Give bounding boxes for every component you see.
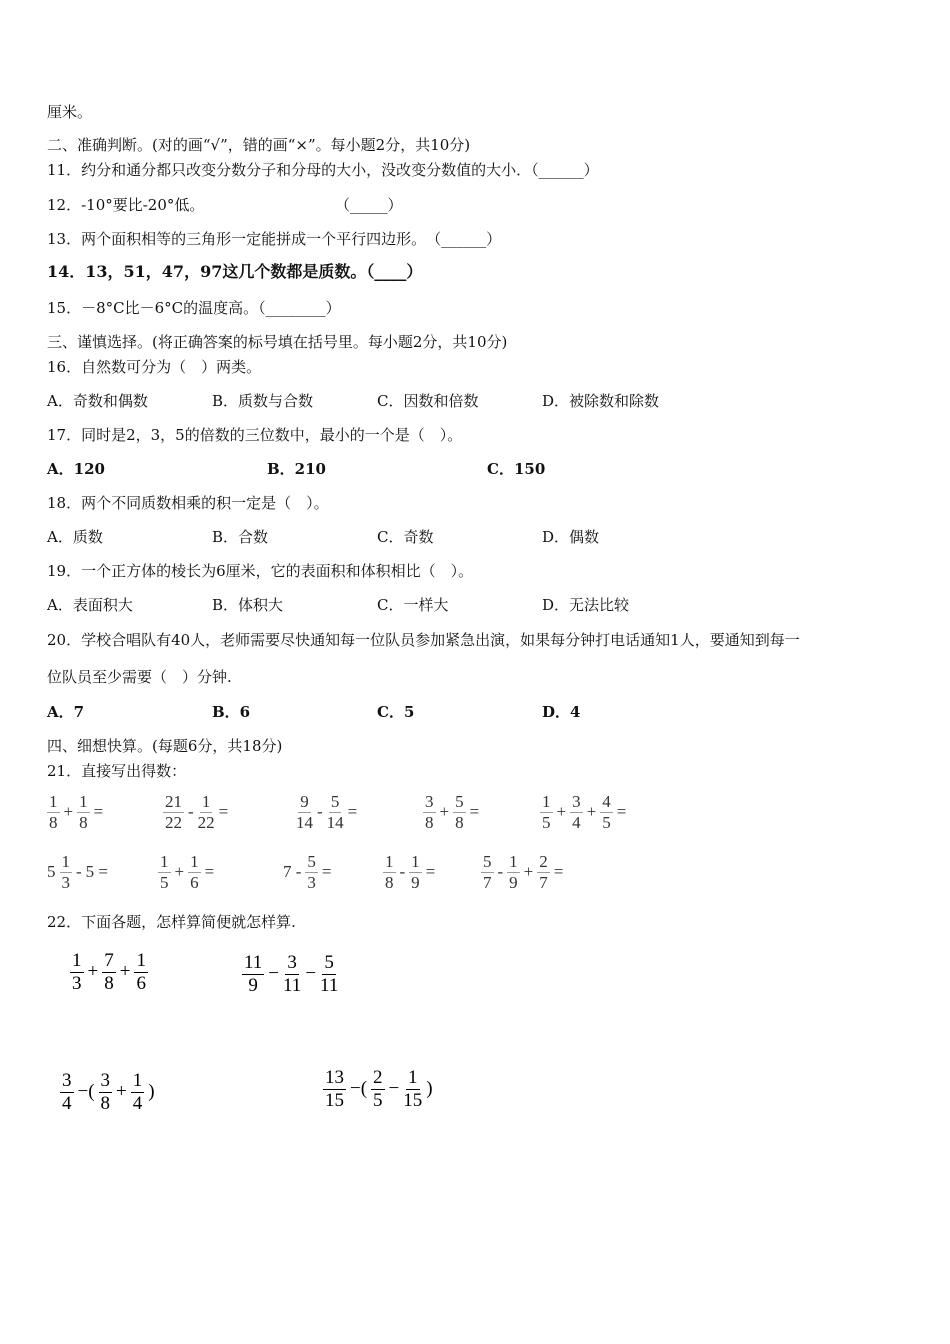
numerator: 3 xyxy=(62,1070,72,1091)
operator: + xyxy=(439,802,450,822)
q20-option-c: C．5 xyxy=(377,703,415,721)
fraction xyxy=(283,952,301,997)
denominator: 4 xyxy=(62,1092,72,1114)
denominator: 9 xyxy=(509,872,518,892)
q19-option-a: A．表面积大 xyxy=(47,596,133,614)
question-12-blank: （_____） xyxy=(335,196,403,214)
expression xyxy=(161,792,230,832)
section-4-heading: 四、细想快算。(每题6分，共18分) xyxy=(47,737,283,755)
expression xyxy=(156,852,216,892)
operator: + xyxy=(523,862,534,882)
denominator: 8 xyxy=(100,1092,111,1114)
question-20-line-1: 20．学校合唱队有40人，老师需要尽快通知每一位队员参加紧急出演，如果每分钟打电话通知1人，要通知到每一 xyxy=(47,631,800,649)
fraction xyxy=(198,792,215,832)
q16-option-b: B．质数与合数 xyxy=(212,392,314,410)
expression xyxy=(58,1070,157,1115)
operator: = xyxy=(616,802,627,822)
operator: −( xyxy=(350,1078,368,1100)
operator: + xyxy=(116,1081,127,1103)
numerator: 5 xyxy=(307,852,316,871)
fraction xyxy=(47,792,60,832)
denominator: 3 xyxy=(307,872,316,892)
expression xyxy=(240,952,340,997)
q18-option-c: C．奇数 xyxy=(377,528,434,546)
operator: = xyxy=(425,862,436,882)
numerator: 3 xyxy=(100,1070,111,1091)
operator: - xyxy=(497,862,504,882)
expression xyxy=(538,792,628,832)
fraction xyxy=(242,952,264,997)
denominator: 7 xyxy=(539,872,548,892)
operator: = xyxy=(321,862,332,882)
expression xyxy=(321,1067,435,1112)
q16-option-d: D．被除数和除数 xyxy=(542,392,660,410)
numerator: 1 xyxy=(542,792,551,811)
fraction xyxy=(163,792,184,832)
q16-option-a: A．奇数和偶数 xyxy=(47,392,148,410)
operator: ) xyxy=(426,1078,433,1100)
numerator: 1 xyxy=(79,792,88,811)
question-19: 19．一个正方体的棱长为6厘米，它的表面积和体积相比（ ）。 xyxy=(47,562,474,580)
denominator: 5 xyxy=(602,812,611,832)
q18-option-d: D．偶数 xyxy=(542,528,600,546)
expression xyxy=(479,852,565,892)
fraction xyxy=(383,852,396,892)
numerator: 5 xyxy=(483,852,492,871)
fraction xyxy=(60,1070,74,1115)
fraction xyxy=(134,950,148,995)
question-16: 16．自然数可分为（ ）两类。 xyxy=(47,358,262,376)
q17-option-c: C．150 xyxy=(487,460,546,478)
operator: = xyxy=(218,802,229,822)
expression xyxy=(45,792,105,832)
numerator: 3 xyxy=(287,952,297,973)
q17-option-b: B．210 xyxy=(267,460,326,478)
fraction xyxy=(537,852,550,892)
fraction xyxy=(453,792,466,832)
numerator: 5 xyxy=(324,952,334,973)
numerator: 2 xyxy=(373,1067,383,1088)
denominator: 14 xyxy=(326,812,344,832)
question-12: 12．-10°要比-20°低。 xyxy=(47,196,205,214)
expression xyxy=(381,852,437,892)
fraction xyxy=(320,952,338,997)
denominator: 4 xyxy=(572,812,581,832)
operator: + xyxy=(174,862,185,882)
fraction xyxy=(371,1067,385,1112)
question-11: 11．约分和通分都只改变分数分子和分母的大小，没改变分数值的大小．（______） xyxy=(47,161,599,179)
expression xyxy=(45,852,110,892)
denominator: 11 xyxy=(283,974,302,996)
numerator: 1 xyxy=(160,852,169,871)
question-18: 18．两个不同质数相乘的积一定是（ ）。 xyxy=(47,494,329,512)
operator: − xyxy=(388,1078,400,1100)
fraction xyxy=(409,852,422,892)
denominator: 5 xyxy=(160,872,169,892)
operator: − xyxy=(268,963,280,985)
denominator: 15 xyxy=(403,1089,423,1111)
denominator: 3 xyxy=(61,872,70,892)
operator: 5 = xyxy=(85,862,109,882)
numerator: 1 xyxy=(132,1070,143,1091)
operator: - xyxy=(76,862,82,882)
operator: + xyxy=(556,802,567,822)
operator: = xyxy=(347,802,358,822)
denominator: 8 xyxy=(425,812,434,832)
q19-option-d: D．无法比较 xyxy=(542,596,630,614)
section-3-heading: 三、谨慎选择。(将正确答案的标号填在括号里。每小题2分，共10分) xyxy=(47,333,508,351)
fraction xyxy=(403,1067,422,1112)
question-22: 22．下面各题，怎样算简便就怎样算. xyxy=(47,913,296,931)
denominator: 5 xyxy=(542,812,551,832)
numerator: 5 xyxy=(330,792,340,811)
numerator: 3 xyxy=(572,792,581,811)
fraction xyxy=(323,1067,346,1112)
fraction xyxy=(423,792,436,832)
fraction xyxy=(507,852,520,892)
numerator: 21 xyxy=(165,792,182,811)
continued-text: 厘米。 xyxy=(47,103,93,121)
expression xyxy=(294,792,359,832)
fraction xyxy=(540,792,553,832)
denominator: 22 xyxy=(165,812,182,832)
operator: - xyxy=(188,802,194,822)
operator: 7 - xyxy=(283,862,302,882)
question-20-line-2: 位队员至少需要（ ）分钟. xyxy=(47,668,232,686)
operator: 5 xyxy=(47,862,56,882)
denominator: 9 xyxy=(248,974,258,996)
numerator: 4 xyxy=(602,792,611,811)
numerator: 7 xyxy=(104,950,114,971)
fraction xyxy=(600,792,613,832)
question-17: 17．同时是2，3，5的倍数的三位数中，最小的一个是（ ）。 xyxy=(47,426,463,444)
operator: + xyxy=(63,802,74,822)
operator: = xyxy=(93,802,104,822)
operator: ) xyxy=(148,1081,155,1103)
denominator: 8 xyxy=(104,972,114,994)
numerator: 1 xyxy=(408,1067,418,1088)
operator: + xyxy=(586,802,597,822)
fraction xyxy=(70,950,84,995)
operator: −( xyxy=(77,1081,95,1103)
operator: = xyxy=(469,802,480,822)
q20-option-b: B．6 xyxy=(212,703,251,721)
fraction xyxy=(188,852,201,892)
expression xyxy=(281,852,334,892)
fraction xyxy=(296,792,313,832)
denominator: 6 xyxy=(136,972,146,994)
expression xyxy=(68,950,150,995)
denominator: 8 xyxy=(385,872,394,892)
q20-option-d: D．4 xyxy=(542,703,581,721)
fraction xyxy=(327,792,344,832)
fraction xyxy=(60,852,73,892)
fraction xyxy=(158,852,171,892)
denominator: 8 xyxy=(79,812,88,832)
expression xyxy=(421,792,481,832)
denominator: 3 xyxy=(72,972,82,994)
denominator: 5 xyxy=(373,1089,383,1111)
denominator: 22 xyxy=(197,812,215,832)
numerator: 11 xyxy=(244,952,263,973)
denominator: 8 xyxy=(49,812,58,832)
question-21: 21．直接写出得数： xyxy=(47,762,187,780)
numerator: 1 xyxy=(385,852,394,871)
denominator: 9 xyxy=(411,872,420,892)
denominator: 11 xyxy=(320,974,339,996)
denominator: 14 xyxy=(296,812,313,832)
operator: + xyxy=(87,961,99,983)
fraction xyxy=(77,792,90,832)
q20-option-a: A．7 xyxy=(47,703,85,721)
numerator: 13 xyxy=(325,1067,344,1088)
q18-option-a: A．质数 xyxy=(47,528,103,546)
numerator: 2 xyxy=(539,852,548,871)
question-13: 13．两个面积相等的三角形一定能拼成一个平行四边形。 （______） xyxy=(47,230,502,248)
operator: + xyxy=(119,961,131,983)
numerator: 1 xyxy=(136,950,146,971)
fraction xyxy=(99,1070,113,1115)
denominator: 15 xyxy=(325,1089,344,1111)
numerator: 1 xyxy=(49,792,58,811)
numerator: 1 xyxy=(72,950,82,971)
numerator: 9 xyxy=(300,792,309,811)
fraction xyxy=(570,792,583,832)
denominator: 4 xyxy=(132,1092,143,1114)
operator: = xyxy=(553,862,564,882)
operator: − xyxy=(305,963,317,985)
operator: = xyxy=(204,862,215,882)
q19-option-c: C．一样大 xyxy=(377,596,449,614)
denominator: 8 xyxy=(455,812,464,832)
q16-option-c: C．因数和倍数 xyxy=(377,392,479,410)
numerator: 3 xyxy=(425,792,434,811)
operator: - xyxy=(317,802,323,822)
numerator: 5 xyxy=(455,792,464,811)
fraction xyxy=(305,852,318,892)
denominator: 7 xyxy=(483,872,492,892)
section-2-heading: 二、准确判断。(对的画“√”，错的画“×”。每小题2分，共10分) xyxy=(47,136,471,154)
denominator: 6 xyxy=(190,872,199,892)
question-15: 15．－8°C比－6°C的温度高。（________） xyxy=(47,299,341,317)
numerator: 1 xyxy=(190,852,199,871)
numerator: 1 xyxy=(411,852,420,871)
numerator: 1 xyxy=(201,792,211,811)
q18-option-b: B．合数 xyxy=(212,528,269,546)
numerator: 1 xyxy=(61,852,70,871)
fraction xyxy=(481,852,494,892)
question-14: 14．13，51，47，97这几个数都是质数。（____） xyxy=(47,262,423,281)
q19-option-b: B．体积大 xyxy=(212,596,284,614)
fraction xyxy=(131,1070,145,1115)
numerator: 1 xyxy=(509,852,518,871)
operator: - xyxy=(399,862,406,882)
fraction xyxy=(102,950,116,995)
q17-option-a: A．120 xyxy=(47,460,105,478)
